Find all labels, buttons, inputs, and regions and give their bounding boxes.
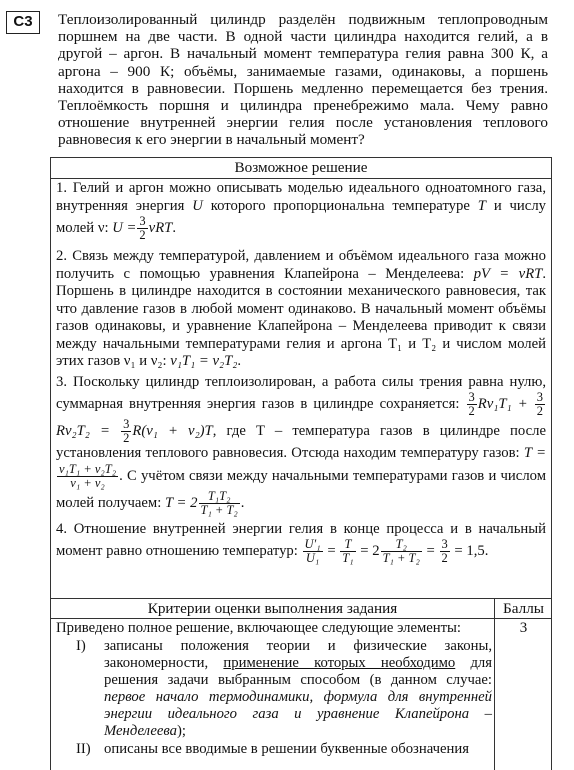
solution-step-1: 1. Гелий и аргон можно описывать моделью идеального одноатомного газа, внутренняя энергия U которого пропорциональна температуре T и числу молей ν: U = $\frac{3}{2}$ νRT. — [56, 180, 546, 242]
criteria-body — [56, 620, 492, 758]
solution-step-2: 2. Связь между температурой, давлением и объёмом идеального газа можно получить с помощью уравнения Клапейрона – Менделеева: pV = νRT. Поршень в цилиндре находится в состоянии механического равновесия, так что давление газов в любой момент одинаково. В начальный момент объёмы газов одинаковы, и уравнение Клапейрона – Менделеева приводит к связи между начальными температурами гелия и аргона T₁ и T₂ и числом молей этих газов ν₁ и ν₂: ν₁T₁ = ν₂T₂. — [56, 248, 547, 369]
fraction: $\frac{3}{2}$ — [139, 214, 146, 242]
solution-step-3: 3. Поскольку цилиндр теплоизолирован, а работа силы трения равна нулю, суммарная внутренняя энергия газов в цилиндре сохраняется: $\frac{3}{2}$ Rν₁T₁ + $\frac{3}{2}$ Rν₂T₂ = $\frac{3}{2}$ R(ν₁ + ν₂)T, где T – температура газов в цилиндре после установления теплового равновесия. Отсюда находим температуру газов: T = $\frac{\text{ν₁T₁ + ν₂T₂}}{\text{ν₁ + ν₂}}$ . С учётом связи между начальными температурами газов и числом молей получаем: T = 2 $\frac{\text{T₁T₂}}{\text{T₁ + T₂}}$ . — [56, 373, 547, 517]
fraction: $\frac{\text{T₁T₂}}{\text{T₁ + T₂}}$ — [200, 488, 238, 517]
divider — [51, 178, 551, 179]
criteria-item-1: I) записаны положения теории и физические законы, закономерности, применение которых необходимо для решения задачи выбранным способом (в данном случае: первое начало термодинамики, формула для внутренней энергии идеального газа и уравнение Клапейрона – Менделеева); — [76, 638, 493, 739]
task-statement: Теплоизолированный цилиндр разделён подвижным теплопроводным поршнем на две части. В одной части цилиндра находится гелий, а в другой – аргон. В начальный момент температура гелия равна 300 К, а аргона – 900 К; объёмы, занимаемые газами, одинаковы, а поршень находится в равновесии. Поршень медленно перемещается без трения. Теплоёмкость поршня и цилиндра пренебрежимо мала. Чему равно отношение внутренней энергии гелия после установления теплового равновесия к его энергии в начальный момент? — [58, 11, 548, 149]
solution-step-4: 4. Отношение внутренней энергии гелия в конце процесса и в начальный момент равно отношению температур: $\frac{\text{U′₁}}{\text{U₁}}$ = $\frac{T}{\text{T₁}}$ = 2 $\frac{\text{T₂}}{\text{T₁ + T₂}}$ = $\frac{3}{2}$ = 1,5. — [56, 520, 546, 565]
task-label: С3 — [6, 11, 40, 34]
criteria-intro: Приведено полное решение, включающее следующие элементы: — [56, 620, 462, 636]
criteria-header: Критерии оценки выполнения задания — [147, 600, 398, 617]
divider — [51, 618, 551, 619]
solution-body — [56, 180, 546, 565]
solution-table — [50, 157, 552, 770]
score-value: 3 — [519, 620, 528, 636]
score-header: Баллы — [503, 600, 544, 617]
solution-header: Возможное решение — [234, 159, 368, 176]
fraction: $\frac{\text{ν₁T₁ + ν₂T₂}}{\text{ν₁ + ν₂}}$ — [59, 461, 117, 490]
criteria-item-2: II) описаны все вводимые в решении буквенные обозначения — [76, 741, 470, 757]
